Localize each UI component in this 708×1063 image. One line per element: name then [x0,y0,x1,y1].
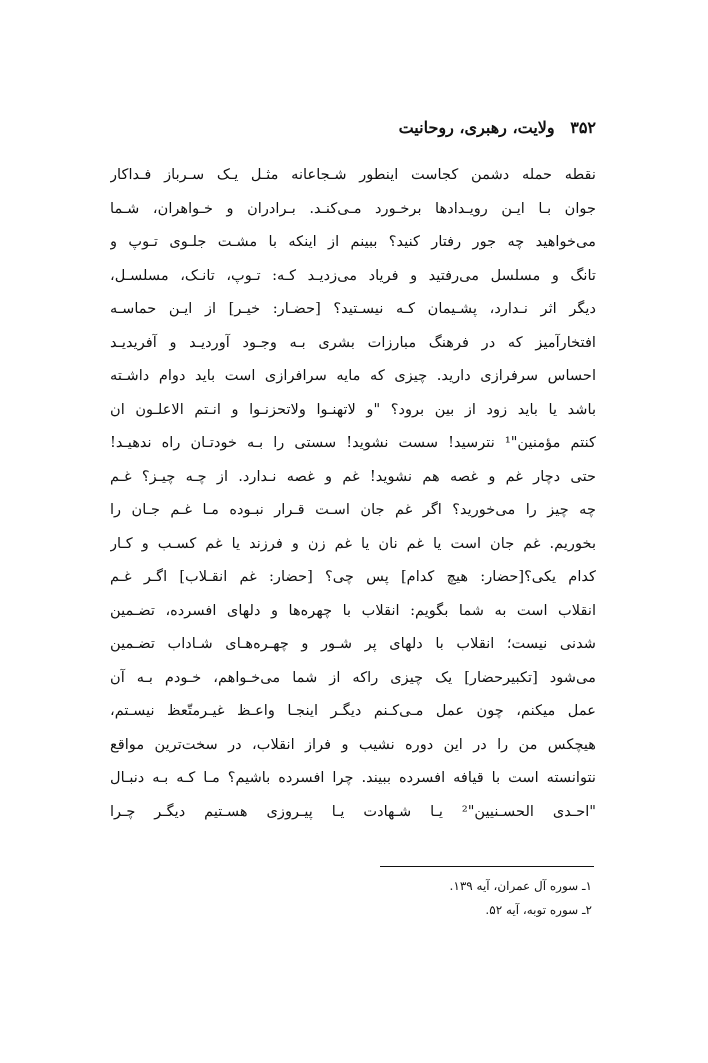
chapter-title: ولایت، رهبری، روحانیت [398,118,555,137]
text-line: افتخارآمیز که در فرهنگ مبارزات بشری بـه وجـود آوردیـد و آفریدیـد [110,333,596,351]
text-line: می‌شود [تکبیرحضار] یک چیزی راکه از شما می‌خـواهم، خـودم بـه آن [110,668,596,686]
text-line: هیچکس من را در این دوره نشیب و فراز انقلاب، در سخت‌ترین مواقع [110,735,596,753]
text-line: جوان بـا ایـن رویـدادها برخـورد مـی‌کنـد. بـرادران و خـواهران، شـما [110,199,596,217]
text-line: دیگر اثر نـدارد، پشـیمان کـه نیسـتید؟ [حضـار: خیـر] از ایـن حماسـه [110,300,596,317]
text-line: "احـدی الحسـنیین"² یـا شـهادت یـا پیـروزی هسـتیم دیگـر چـرا [110,802,596,820]
text-line: نقطه حمله دشمن کجاست اینطور شـجاعانه مثـل یـک سـرباز فـداکار [110,166,596,183]
body-text [110,158,596,828]
text-line: کنتم مؤمنین"¹ نترسید! سست نشوید! سستی را بـه خودتـان راه ندهیـد! [110,434,596,451]
text-line: کدام یکی؟[حضار: هیچ کدام] پس چی؟ [حضار: غم انقـلاب] اگـر غـم [110,568,596,585]
text-line: شدنی نیست؛ انقلاب با دلهای پر شـور و چهـره‌هـای شـاداب تضـمین [110,635,596,652]
text-line: نتوانسته است با قیافه افسرده ببیند. چرا افسرده باشیم؟ مـا کـه بـه دنبـال [110,769,596,786]
footnote-2: ۲ـ سوره توبه، آیه ۵۲. [485,903,592,917]
footnote-1: ۱ـ سوره آل عمران، آیه ۱۳۹. [449,879,592,893]
text-line: عمل میکنم، چون عمل مـی‌کـنم دیگـر اینجـا واعـظ غیـرمتّعظ نیسـتم، [110,702,596,719]
text-line: می‌خواهید چه جور رفتار کنید؟ ببینم از اینکه با مشـت جلـوی تـوپ و [110,233,596,250]
page-number: ۳۵۲ [570,118,596,137]
running-head [116,118,596,137]
text-line: بخوریم. غم جان است یا غم نان یا غم زن و فرزند یا غم کسـب و کـار [110,534,596,552]
text-line: احساس سرفرازی دارید. چیزی که مایه سرافرازی است باید دوام داشـته [110,367,596,384]
text-line: تانگ و مسلسل می‌رفتید و فریاد می‌زدیـد کـه: تـوپ، تانـک، مسلسـل، [110,266,596,284]
text-line: باشد یا باید زود از بین برود؟ "و لاتهنـوا ولاتحزنـوا و انـتم الاعلـون ان [110,400,596,418]
footnotes [172,874,592,922]
footnote-divider [380,866,594,867]
text-line: انقلاب است به شما بگویم: انقلاب با چهره‌ها و دلهای افسرده، تضـمین [110,601,596,619]
text-line: چه چیز را می‌خورید؟ اگر غم جان اسـت قـرار نبـوده مـا غـم جـان را [110,501,596,518]
text-line: حتی دچار غم و غصه هم نشوید! غم و غصه نـدارد. از چـه چیـز؟ غـم [110,467,596,485]
